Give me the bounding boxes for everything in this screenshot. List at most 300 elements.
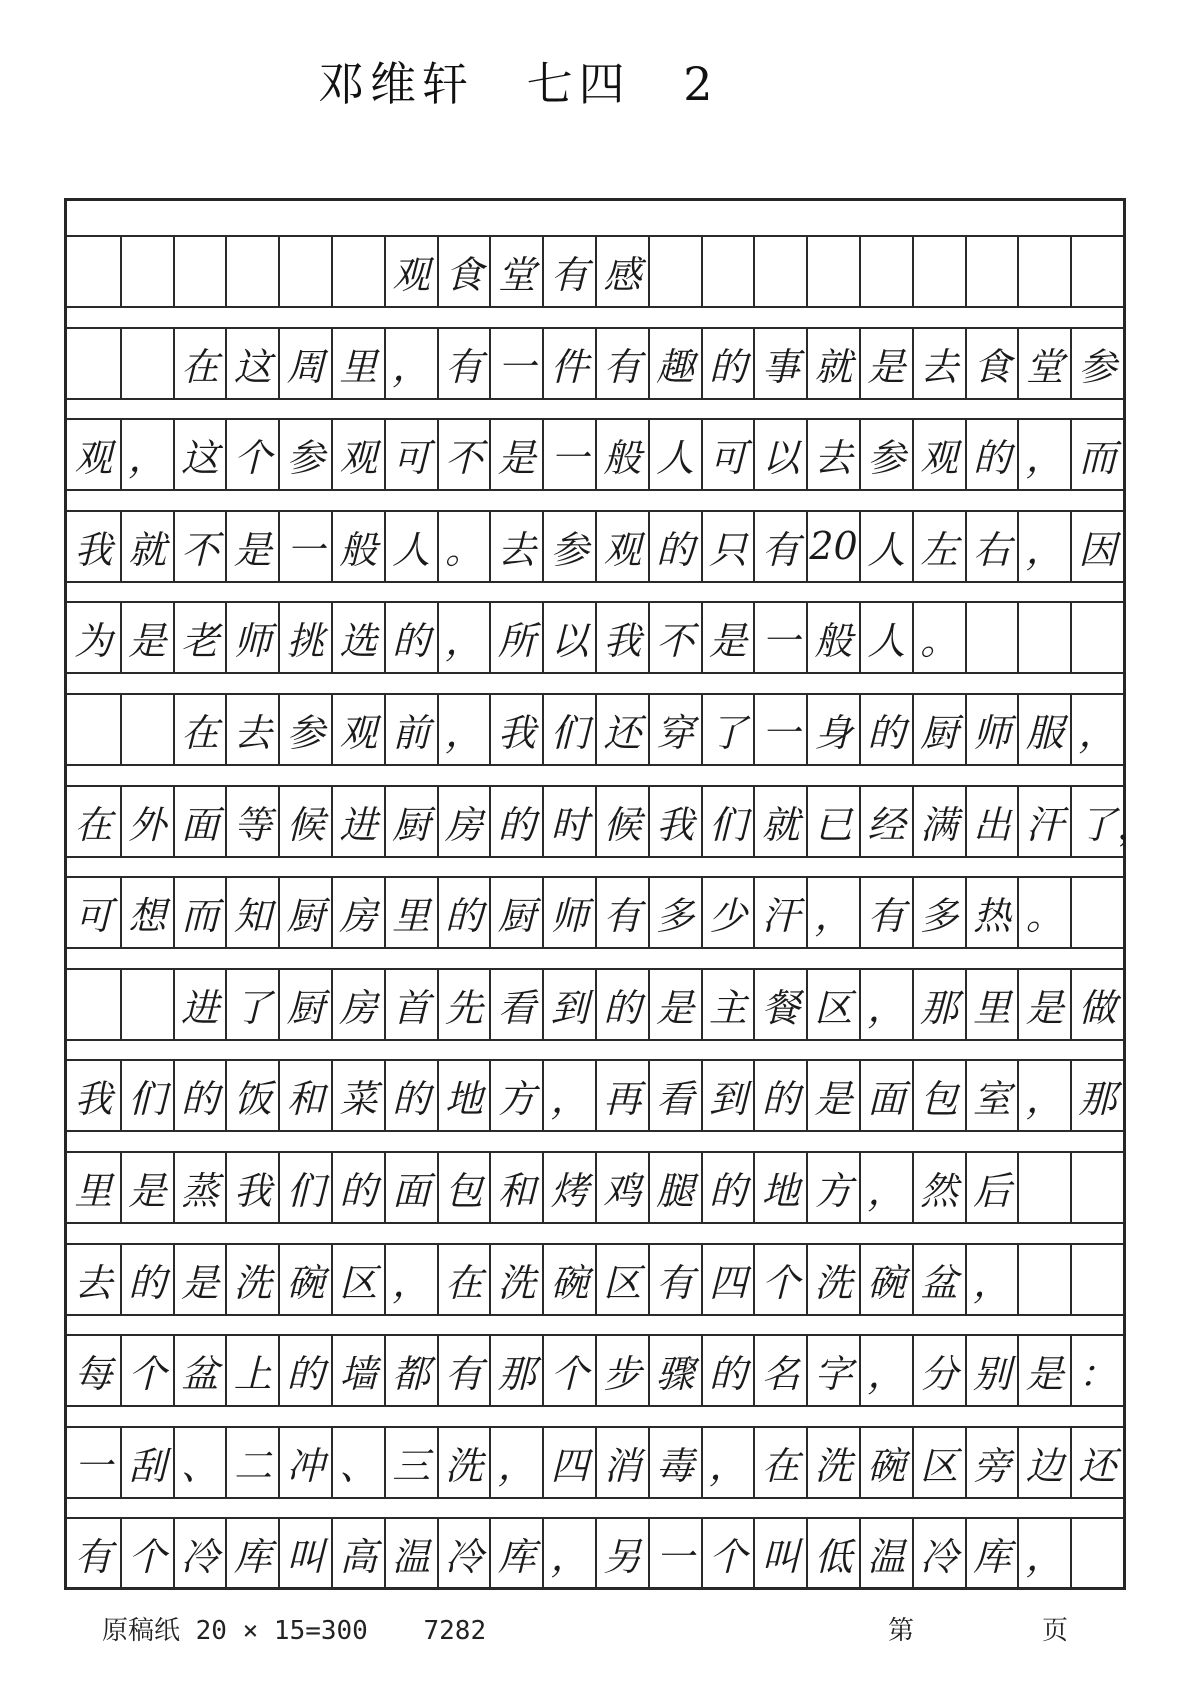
grid-cell: 冷	[437, 1517, 490, 1590]
grid-cell: 不	[648, 601, 701, 674]
grid-cell: 的	[331, 1151, 384, 1224]
grid-cell: 的	[384, 1059, 437, 1132]
grid-cell: 。	[437, 510, 490, 583]
grid-cell: 想	[120, 876, 173, 949]
grid-cell	[648, 235, 701, 308]
grid-cell	[859, 235, 912, 308]
grid-cell	[806, 235, 859, 308]
grid-cell: 做	[1070, 968, 1123, 1041]
grid-cell: 堂	[1017, 327, 1070, 400]
grid-cell: 们	[120, 1059, 173, 1132]
grid-cell: 到	[701, 1059, 754, 1132]
grid-cell: 等	[225, 785, 278, 858]
grid-cell: 是	[120, 601, 173, 674]
grid-cell	[1070, 876, 1123, 949]
grid-cell: 汗	[1017, 785, 1070, 858]
grid-cell: 般	[331, 510, 384, 583]
grid-cell: 一	[489, 327, 542, 400]
grid-cell: ，	[542, 1517, 595, 1590]
grid-cell: 有	[753, 510, 806, 583]
grid-cell: 身	[806, 693, 859, 766]
grid-cell: 一	[648, 1517, 701, 1590]
text-row	[67, 327, 1123, 400]
grid-cell: 了	[701, 693, 754, 766]
grid-cell: 蒸	[173, 1151, 226, 1224]
grid-cell	[1070, 235, 1123, 308]
grid-cell: 一	[67, 1426, 120, 1499]
grid-cell: 腿	[648, 1151, 701, 1224]
grid-cell: 就	[753, 785, 806, 858]
grid-cell: ，	[701, 1426, 754, 1499]
grid-cell: 去	[489, 510, 542, 583]
grid-cell: 包	[912, 1059, 965, 1132]
grid-cell: 毒	[648, 1426, 701, 1499]
grid-cell: 再	[595, 1059, 648, 1132]
grid-cell: 汗	[753, 876, 806, 949]
grid-cell: 个	[753, 1243, 806, 1316]
grid-cell: 是	[120, 1151, 173, 1224]
grid-cell: 人	[648, 418, 701, 491]
grid-cell: 、	[173, 1426, 226, 1499]
grid-cell: 刮	[120, 1426, 173, 1499]
grid-cell: 到	[542, 968, 595, 1041]
student-number: 2	[683, 57, 719, 111]
grid-cell: 室	[965, 1059, 1018, 1132]
grid-cell: ，	[384, 327, 437, 400]
grid-cell: 参	[278, 693, 331, 766]
grid-cell: 饭	[225, 1059, 278, 1132]
grid-cell: 右	[965, 510, 1018, 583]
grid-cell: 事	[753, 327, 806, 400]
grid-cell: 服	[1017, 693, 1070, 766]
text-row	[67, 876, 1123, 949]
grid-cell: 经	[859, 785, 912, 858]
grid-cell	[120, 235, 173, 308]
grid-cell: ，	[437, 693, 490, 766]
grid-cell: 先	[437, 968, 490, 1041]
grid-cell: 候	[595, 785, 648, 858]
grid-cell: 鸡	[595, 1151, 648, 1224]
grid-cell: 区	[595, 1243, 648, 1316]
grid-cell: 去	[912, 327, 965, 400]
grid-cell: 个	[701, 1517, 754, 1590]
grid-cell: 师	[225, 601, 278, 674]
grid-cell: 只	[701, 510, 754, 583]
grid-cell: 参	[1070, 327, 1123, 400]
grid-cell: 里	[67, 1151, 120, 1224]
text-row	[67, 1151, 1123, 1224]
page-prefix: 第	[888, 1616, 915, 1646]
text-row	[67, 1243, 1123, 1316]
grid-cell: 参	[859, 418, 912, 491]
grid-cell: 这	[225, 327, 278, 400]
grid-cell: 地	[437, 1059, 490, 1132]
grid-cell	[278, 235, 331, 308]
grid-cell: 堂	[489, 235, 542, 308]
grid-cell: 这	[173, 418, 226, 491]
grid-cell: 餐	[753, 968, 806, 1041]
grid-cell: 人	[859, 510, 912, 583]
grid-cell: 和	[278, 1059, 331, 1132]
grid-cell: 个	[225, 418, 278, 491]
grid-cell: 厨	[489, 876, 542, 949]
grid-cell: 上	[225, 1334, 278, 1407]
grid-cell: 个	[542, 1334, 595, 1407]
grid-cell: 主	[701, 968, 754, 1041]
grid-cell: 不	[437, 418, 490, 491]
grid-cell: 观	[912, 418, 965, 491]
grid-cell: 是	[648, 968, 701, 1041]
text-row	[67, 1517, 1123, 1590]
grid-cell: 我	[67, 510, 120, 583]
grid-cell: 的	[701, 327, 754, 400]
grid-cell: 在	[437, 1243, 490, 1316]
grid-cell: 的	[701, 1151, 754, 1224]
grid-cell	[1017, 235, 1070, 308]
grid-cell: 前	[384, 693, 437, 766]
grid-cell: 是	[173, 1243, 226, 1316]
grid-cell: ，	[1017, 418, 1070, 491]
grid-cell	[701, 235, 754, 308]
grid-cell: 一	[542, 418, 595, 491]
grid-cell: 。	[912, 601, 965, 674]
grid-cell: ，	[965, 1243, 1018, 1316]
grid-cell: 面	[173, 785, 226, 858]
grid-cell: 四	[701, 1243, 754, 1316]
grid-cell: 时	[542, 785, 595, 858]
title-row	[67, 235, 1123, 308]
grid-cell: 的	[384, 601, 437, 674]
grid-cell: 地	[753, 1151, 806, 1224]
page-number-label	[888, 1610, 1068, 1647]
grid-cell: 的	[173, 1059, 226, 1132]
grid-cell: 参	[278, 418, 331, 491]
grid-cell	[173, 235, 226, 308]
grid-cell: 感	[595, 235, 648, 308]
grid-cell: ：	[1070, 1334, 1123, 1407]
text-row	[67, 968, 1123, 1041]
grid-cell: ，	[1017, 510, 1070, 583]
grid-cell: 在	[173, 327, 226, 400]
grid-cell: 那	[489, 1334, 542, 1407]
grid-cell: 件	[542, 327, 595, 400]
grid-cell: 热	[965, 876, 1018, 949]
grid-cell: 观	[595, 510, 648, 583]
grid-cell: 了	[1070, 785, 1123, 858]
grid-cell: 观	[67, 418, 120, 491]
grid-cell: 的	[859, 693, 912, 766]
grid-cell: 还	[1070, 1426, 1123, 1499]
grid-cell: ，	[1070, 693, 1123, 766]
grid-cell: 厨	[278, 876, 331, 949]
grid-cell: 们	[278, 1151, 331, 1224]
grid-cell	[1017, 1151, 1070, 1224]
grid-cell: 那	[1070, 1059, 1123, 1132]
grid-cell: 叫	[278, 1517, 331, 1590]
grid-cell: 观	[384, 235, 437, 308]
grid-cell: 我	[648, 785, 701, 858]
grid-cell: 20	[806, 510, 859, 583]
grid-cell: 的	[489, 785, 542, 858]
grid-cell	[1070, 1243, 1123, 1316]
grid-cell: 房	[331, 876, 384, 949]
grid-cell: 然	[912, 1151, 965, 1224]
grid-cell: 分	[912, 1334, 965, 1407]
grid-cell: ，	[437, 601, 490, 674]
grid-cell: 有	[859, 876, 912, 949]
grid-cell: 去	[67, 1243, 120, 1316]
grid-cell	[67, 327, 120, 400]
grid-cell: 旁	[965, 1426, 1018, 1499]
grid-cell: 里	[331, 327, 384, 400]
grid-cell	[1017, 601, 1070, 674]
grid-cell: ，	[859, 1151, 912, 1224]
grid-cell: 里	[384, 876, 437, 949]
grid-cell: 面	[859, 1059, 912, 1132]
grid-cell: ，	[859, 1334, 912, 1407]
grid-cell: 碗	[859, 1243, 912, 1316]
grid-cell: 厨	[912, 693, 965, 766]
grid-cell: 的	[120, 1243, 173, 1316]
grid-cell: 方	[489, 1059, 542, 1132]
grid-cell	[1017, 1243, 1070, 1316]
grid-cell: 可	[701, 418, 754, 491]
grid-cell: 名	[753, 1334, 806, 1407]
grid-cell: 般	[806, 601, 859, 674]
grid-cell: 是	[806, 1059, 859, 1132]
grid-cell: 进	[331, 785, 384, 858]
grid-cell: 库	[225, 1517, 278, 1590]
grid-cell: 已	[806, 785, 859, 858]
grid-cell: 去	[806, 418, 859, 491]
grid-cell: 洗	[225, 1243, 278, 1316]
grid-cell: 在	[67, 785, 120, 858]
grid-cell: 我	[595, 601, 648, 674]
grid-cell: 后	[965, 1151, 1018, 1224]
grid-cell: 区	[806, 968, 859, 1041]
grid-cell: 个	[120, 1517, 173, 1590]
grid-cell: 那	[912, 968, 965, 1041]
grid-cell	[1070, 601, 1123, 674]
grid-cell: 是	[489, 418, 542, 491]
grid-cell: 墙	[331, 1334, 384, 1407]
grid-cell: 还	[595, 693, 648, 766]
grid-cell: 出	[965, 785, 1018, 858]
grid-cell: 多	[912, 876, 965, 949]
grid-cell: 有	[67, 1517, 120, 1590]
grid-cell: 洗	[806, 1426, 859, 1499]
grid-cell: 了	[225, 968, 278, 1041]
text-row	[67, 1426, 1123, 1499]
grid-cell: 我	[67, 1059, 120, 1132]
grid-cell: 是	[859, 327, 912, 400]
grid-cell: 烤	[542, 1151, 595, 1224]
grid-cell: ，	[384, 1243, 437, 1316]
grid-cell: 碗	[278, 1243, 331, 1316]
overflow-punctuation: ，	[1117, 803, 1156, 848]
grid-cell: ，	[1017, 1517, 1070, 1590]
grid-cell: 高	[331, 1517, 384, 1590]
grid-cell: 们	[542, 693, 595, 766]
grid-cell	[67, 693, 120, 766]
grid-cell: ，	[859, 968, 912, 1041]
grid-cell	[965, 601, 1018, 674]
grid-cell: 盆	[912, 1243, 965, 1316]
grid-cell: 碗	[859, 1426, 912, 1499]
text-row	[67, 601, 1123, 674]
grid-cell: 字	[806, 1334, 859, 1407]
grid-cell: 厨	[384, 785, 437, 858]
grid-cell	[120, 693, 173, 766]
grid-cell: ，	[120, 418, 173, 491]
grid-cell: 为	[67, 601, 120, 674]
grid-cell: 是	[225, 510, 278, 583]
grid-cell: 面	[384, 1151, 437, 1224]
grid-cell: 选	[331, 601, 384, 674]
grid-cell: 候	[278, 785, 331, 858]
grid-cell: 多	[648, 876, 701, 949]
grid-cell: 四	[542, 1426, 595, 1499]
grid-cell: 洗	[489, 1243, 542, 1316]
grid-cell	[331, 235, 384, 308]
grid-cell: 食	[437, 235, 490, 308]
grid-cell: 挑	[278, 601, 331, 674]
grid-cell: 食	[965, 327, 1018, 400]
grid-cell	[67, 968, 120, 1041]
grid-cell: 周	[278, 327, 331, 400]
paper-code: 7282	[423, 1616, 487, 1646]
grid-cell: 穿	[648, 693, 701, 766]
grid-cell: 而	[173, 876, 226, 949]
grid-cell: 的	[278, 1334, 331, 1407]
grid-cell: 另	[595, 1517, 648, 1590]
grid-cell: 老	[173, 601, 226, 674]
grid-cell: 三	[384, 1426, 437, 1499]
grid-cell: 就	[806, 327, 859, 400]
grid-cell: 而	[1070, 418, 1123, 491]
grid-cell: 边	[1017, 1426, 1070, 1499]
grid-cell: 以	[542, 601, 595, 674]
text-row	[67, 693, 1123, 766]
grid-cell: 有	[648, 1243, 701, 1316]
grid-cell: 般	[595, 418, 648, 491]
grid-cell: 里	[965, 968, 1018, 1041]
grid-cell: 库	[489, 1517, 542, 1590]
grid-cell: 师	[965, 693, 1018, 766]
grid-cell: 的	[753, 1059, 806, 1132]
grid-cell: 可	[384, 418, 437, 491]
grid-cell: 房	[437, 785, 490, 858]
grid-cell	[1070, 1151, 1123, 1224]
student-name: 邓维轩	[318, 57, 474, 111]
grid-cell: 趣	[648, 327, 701, 400]
grid-cell: 叫	[753, 1517, 806, 1590]
grid-cell: 参	[542, 510, 595, 583]
grid-cell	[753, 235, 806, 308]
grid-cell: 、	[331, 1426, 384, 1499]
grid-cell: 库	[965, 1517, 1018, 1590]
grid-cell: 碗	[542, 1243, 595, 1316]
text-row	[67, 785, 1156, 858]
grid-cell	[965, 235, 1018, 308]
grid-cell	[120, 968, 173, 1041]
grid-cell: 方	[806, 1151, 859, 1224]
grid-cell: 有	[437, 1334, 490, 1407]
grid-cell: 区	[331, 1243, 384, 1316]
grid-cell: 们	[701, 785, 754, 858]
grid-cell: 的	[965, 418, 1018, 491]
grid-cell: ，	[806, 876, 859, 949]
grid-cell: 的	[701, 1334, 754, 1407]
grid-cell: 消	[595, 1426, 648, 1499]
grid-cell: 冷	[912, 1517, 965, 1590]
grid-cell: 进	[173, 968, 226, 1041]
grid-cell: 洗	[437, 1426, 490, 1499]
grid-cell: 知	[225, 876, 278, 949]
grid-cell: 骤	[648, 1334, 701, 1407]
grid-cell: 左	[912, 510, 965, 583]
grid-cell: 看	[489, 968, 542, 1041]
text-row	[67, 1334, 1123, 1407]
grid-cell: 冲	[278, 1426, 331, 1499]
grid-cell: 我	[225, 1151, 278, 1224]
grid-cell: 菜	[331, 1059, 384, 1132]
page-suffix: 页	[1041, 1616, 1068, 1646]
grid-cell: 是	[701, 601, 754, 674]
grid-cell: 的	[648, 510, 701, 583]
grid-cell	[1070, 1517, 1123, 1590]
grid-cell: 因	[1070, 510, 1123, 583]
grid-cell: 的	[437, 876, 490, 949]
grid-cell: 看	[648, 1059, 701, 1132]
grid-cell: 有	[542, 235, 595, 308]
grid-cell: 一	[753, 693, 806, 766]
grid-cell: 房	[331, 968, 384, 1041]
grid-cell: 包	[437, 1151, 490, 1224]
grid-cell: 满	[912, 785, 965, 858]
grid-cell: 厨	[278, 968, 331, 1041]
grid-cell: 。	[1017, 876, 1070, 949]
grid-cell: 是	[1017, 968, 1070, 1041]
page-header	[318, 48, 751, 114]
grid-cell: 步	[595, 1334, 648, 1407]
grid-cell: 每	[67, 1334, 120, 1407]
text-row	[67, 418, 1123, 491]
grid-cell: 我	[489, 693, 542, 766]
paper-spec	[102, 1610, 526, 1647]
grid-cell: 有	[595, 327, 648, 400]
grid-cell: 首	[384, 968, 437, 1041]
student-class: 七四	[526, 57, 631, 111]
grid-cell: 别	[965, 1334, 1018, 1407]
grid-cell	[67, 235, 120, 308]
grid-cell: 有	[595, 876, 648, 949]
grid-cell	[120, 327, 173, 400]
paper-format: 原稿纸 20 × 15=300	[102, 1616, 368, 1646]
grid-cell: 在	[173, 693, 226, 766]
grid-cell: 就	[120, 510, 173, 583]
text-row	[67, 510, 1123, 583]
grid-cell	[225, 235, 278, 308]
grid-cell: 以	[753, 418, 806, 491]
grid-cell: 师	[542, 876, 595, 949]
grid-cell: 二	[225, 1426, 278, 1499]
grid-cell: 冷	[173, 1517, 226, 1590]
grid-cell: 在	[753, 1426, 806, 1499]
grid-cell: 人	[859, 601, 912, 674]
grid-cell: 所	[489, 601, 542, 674]
grid-cell: ，	[489, 1426, 542, 1499]
